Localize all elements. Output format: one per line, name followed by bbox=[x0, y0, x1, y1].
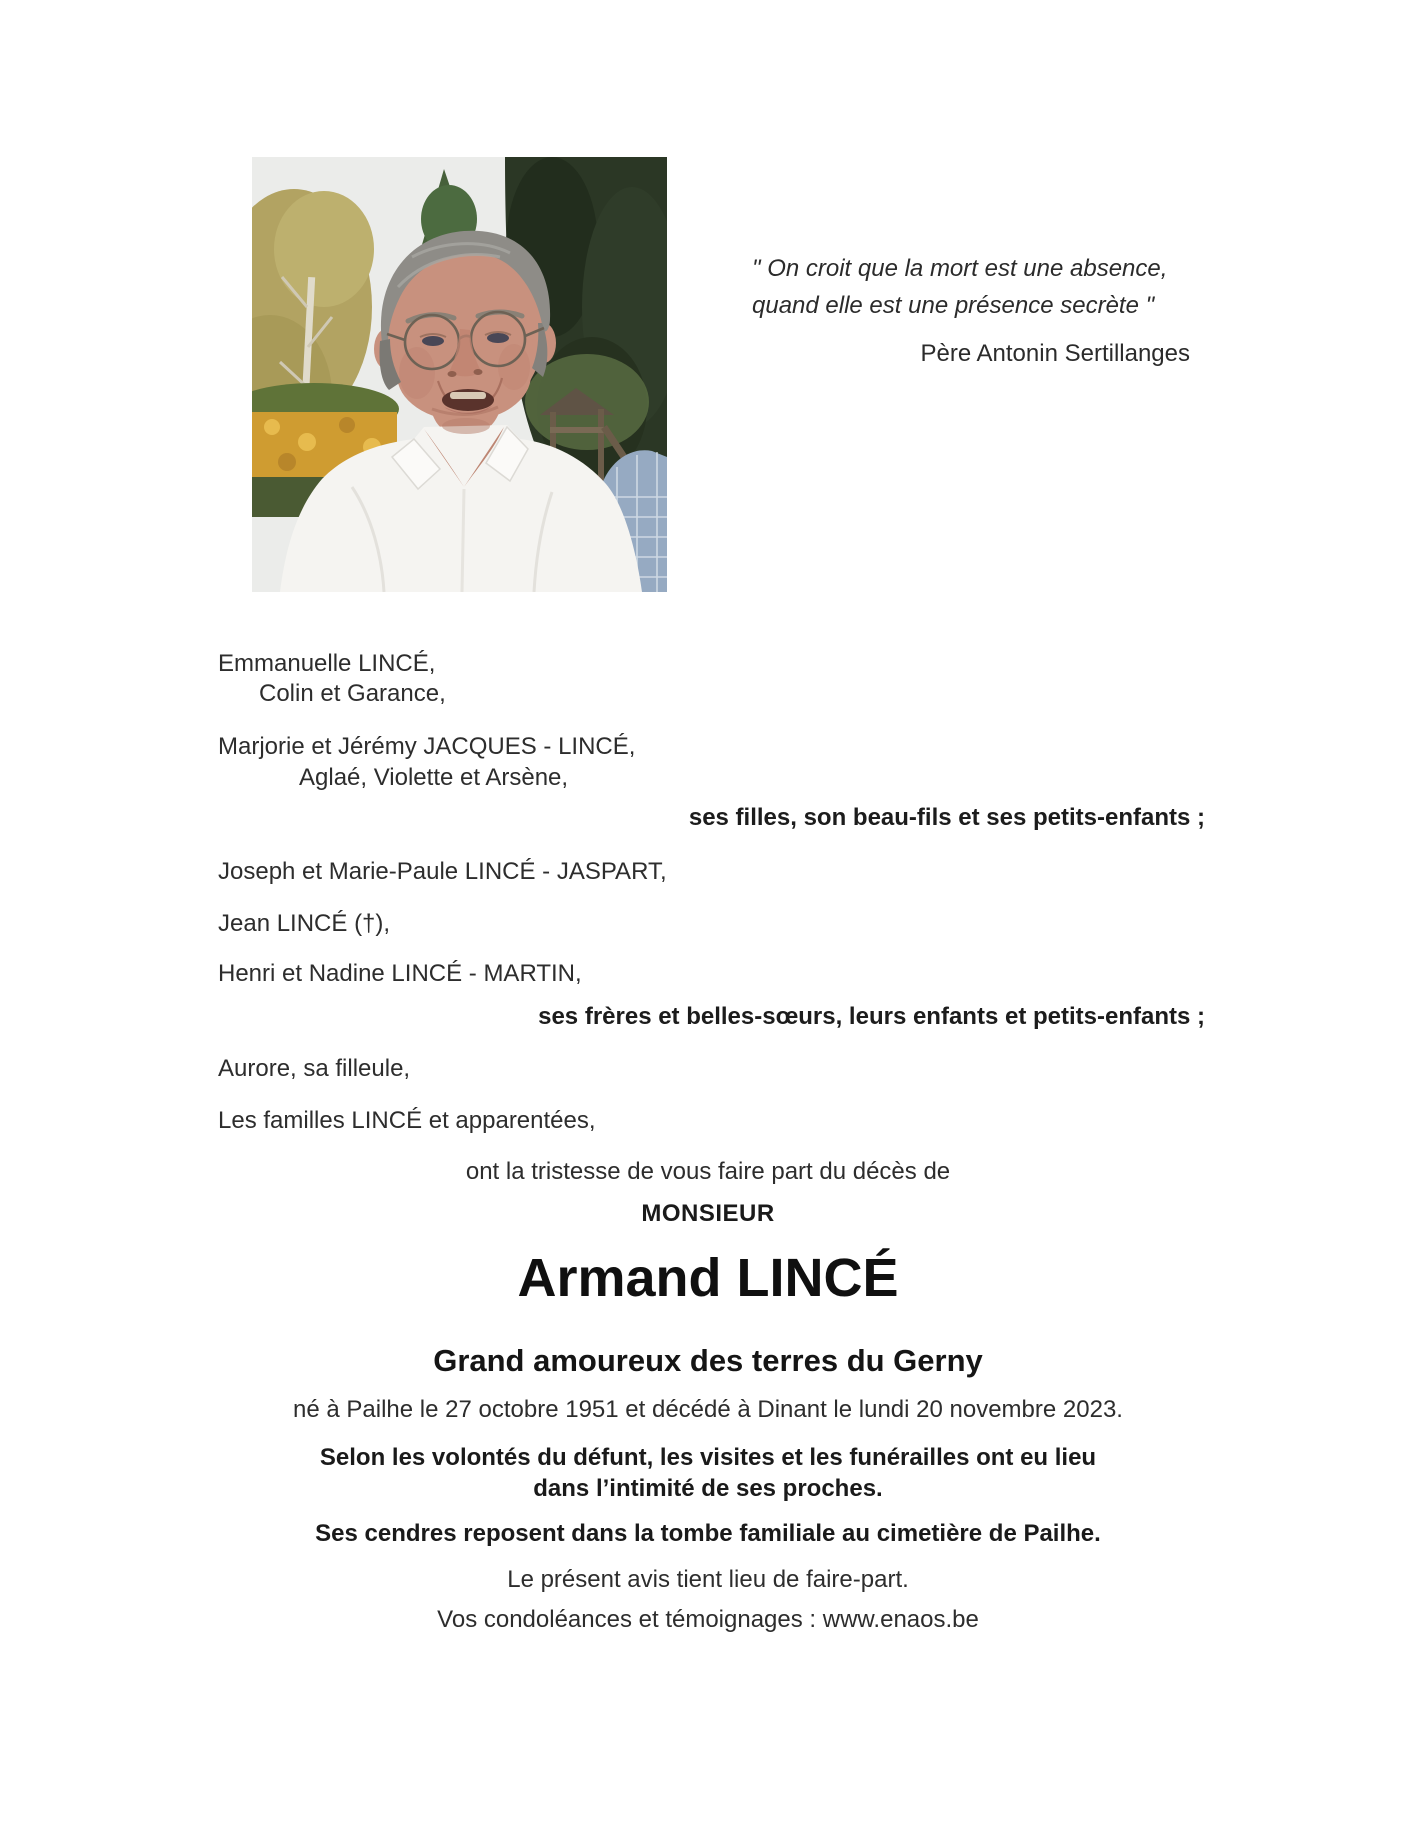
portrait-photo bbox=[252, 157, 667, 592]
family-line: Emmanuelle LINCÉ, bbox=[218, 650, 436, 677]
family-line: Marjorie et Jérémy JACQUES - LINCÉ, bbox=[218, 733, 636, 760]
family-relation-line: ses frères et belles-sœurs, leurs enfants et petits-enfants ; bbox=[538, 1003, 1205, 1030]
quote-line-1: " On croit que la mort est une absence, bbox=[752, 255, 1168, 282]
deceased-title: MONSIEUR bbox=[641, 1200, 775, 1227]
life-dates: né à Pailhe le 27 octobre 1951 et décédé à Dinant le lundi 20 novembre 2023. bbox=[293, 1396, 1123, 1423]
quote-line-2: quand elle est une présence secrète " bbox=[752, 292, 1155, 319]
condolences-line: Vos condoléances et témoignages : www.enaos.be bbox=[437, 1606, 979, 1633]
deceased-name: Armand LINCÉ bbox=[517, 1248, 899, 1308]
family-line: Jean LINCÉ (†), bbox=[218, 910, 391, 937]
faire-part-notice: Le présent avis tient lieu de faire-part. bbox=[507, 1566, 909, 1593]
announcement-intro: ont la tristesse de vous faire part du décès de bbox=[465, 1158, 951, 1185]
family-line: Colin et Garance, bbox=[259, 680, 446, 707]
family-line: Joseph et Marie-Paule LINCÉ - JASPART, bbox=[218, 858, 667, 885]
family-line: Aglaé, Violette et Arsène, bbox=[299, 764, 569, 791]
family-relation-line: ses filles, son beau-fils et ses petits-enfants ; bbox=[688, 804, 1205, 831]
funeral-wishes-line-2: dans l’intimité de ses proches. bbox=[533, 1475, 883, 1502]
family-line: Henri et Nadine LINCÉ - MARTIN, bbox=[218, 960, 582, 987]
deceased-epitaph: Grand amoureux des terres du Gerny bbox=[433, 1343, 983, 1378]
quote-attribution: Père Antonin Sertillanges bbox=[920, 340, 1190, 367]
funeral-wishes-line-1: Selon les volontés du défunt, les visites et les funérailles ont eu lieu bbox=[319, 1444, 1097, 1471]
quote-block bbox=[752, 250, 1204, 372]
resting-place: Ses cendres reposent dans la tombe familiale au cimetière de Pailhe. bbox=[315, 1520, 1101, 1547]
family-line: Aurore, sa filleule, bbox=[218, 1055, 411, 1082]
family-line: Les familles LINCÉ et apparentées, bbox=[218, 1107, 596, 1134]
